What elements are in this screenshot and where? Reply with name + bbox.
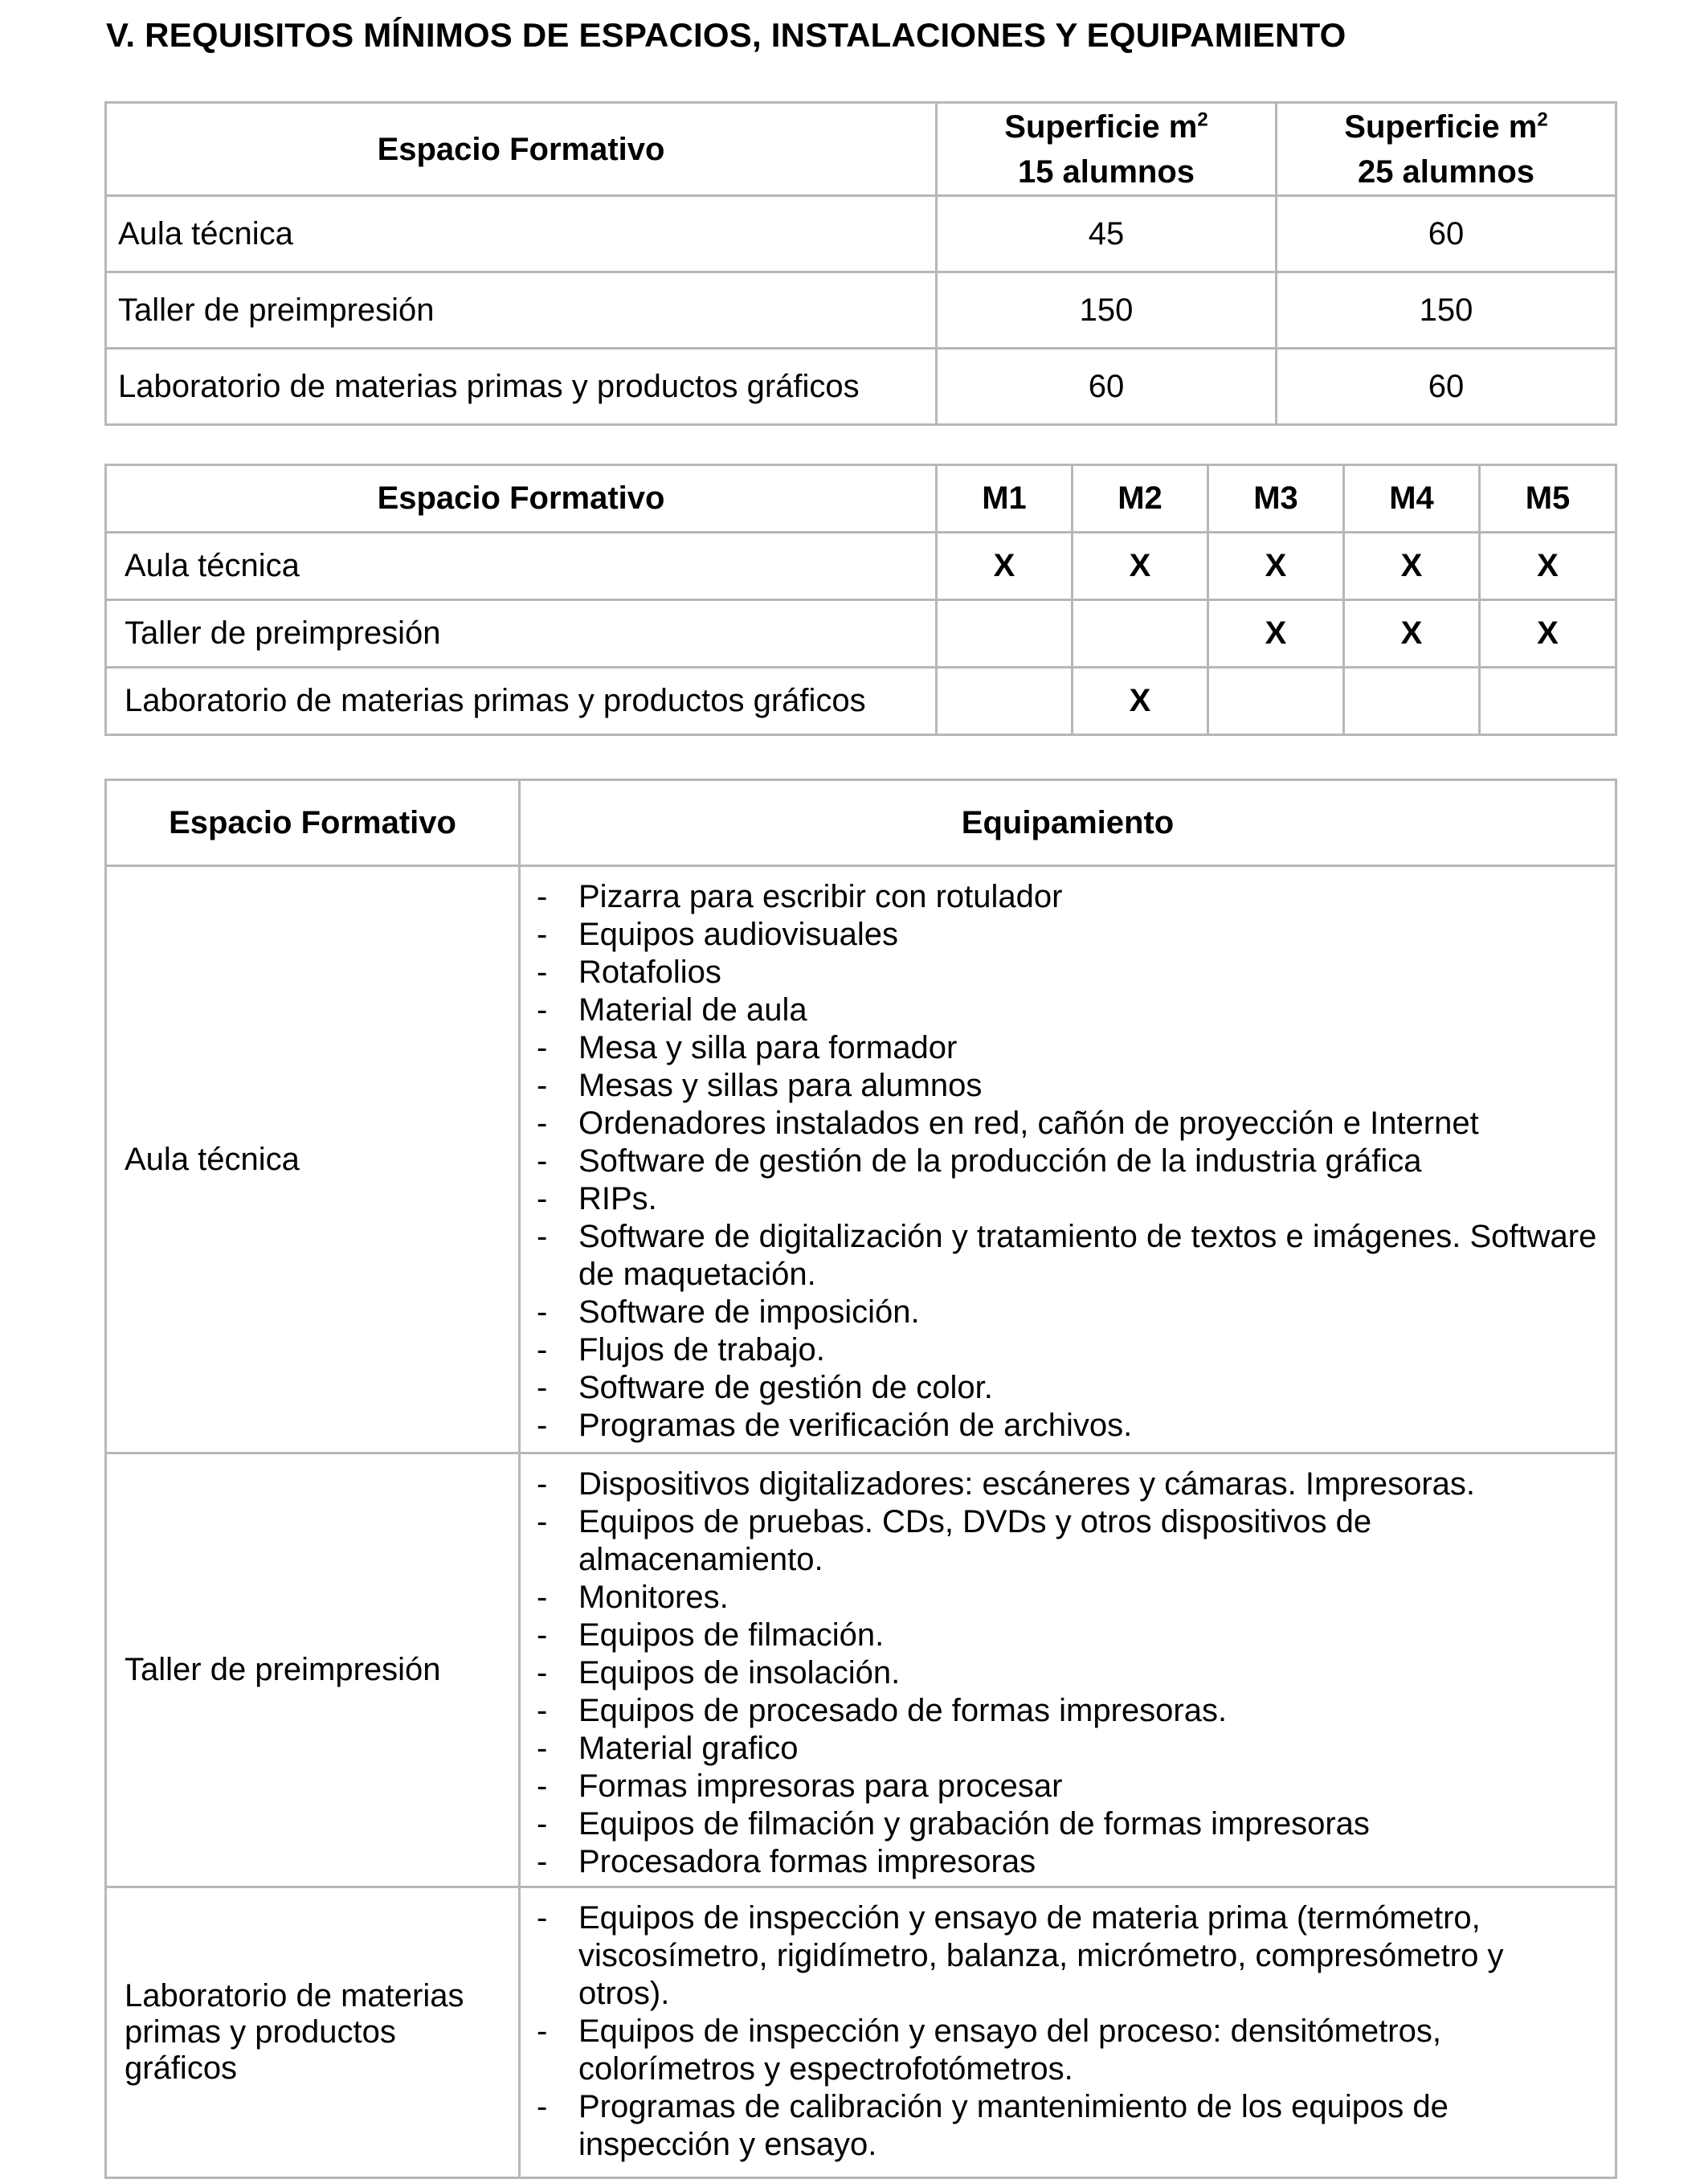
equipment-list — [535, 1899, 1599, 2164]
equipment-item: - Equipos audiovisuales — [535, 916, 1599, 954]
equipment-item: - Dispositivos digitalizadores: escáneres y cámaras. Impresoras. — [535, 1466, 1599, 1503]
table-row — [106, 272, 1616, 349]
equipment-item: - Material de aula — [535, 991, 1599, 1029]
equipment-item: - RIPs. — [535, 1180, 1599, 1218]
space-name: Aula técnica — [106, 196, 937, 272]
module-mark: X — [1344, 533, 1480, 600]
space-name: Aula técnica — [106, 866, 520, 1453]
module-mark: X — [1344, 600, 1480, 668]
surfaces-table — [104, 101, 1617, 426]
header-space: Espacio Formativo — [106, 465, 937, 533]
equipment-cell — [520, 866, 1616, 1453]
header-m1: M1 — [937, 465, 1073, 533]
module-mark — [1480, 668, 1616, 735]
module-mark: X — [1208, 600, 1344, 668]
equipment-item: - Programas de calibración y mantenimiento de los equipos de inspección y ensayo. — [535, 2088, 1599, 2164]
page-title: V. REQUISITOS MÍNIMOS DE ESPACIOS, INSTALACIONES Y EQUIPAMIENTO — [106, 16, 1346, 54]
module-mark — [937, 668, 1073, 735]
header-surface-15-students: 15 alumnos — [1017, 153, 1195, 190]
module-mark: X — [1073, 533, 1208, 600]
surface-15-value: 60 — [937, 349, 1277, 425]
header-space: Espacio Formativo — [106, 780, 520, 866]
module-mark: X — [1480, 533, 1616, 600]
equipment-table — [104, 779, 1617, 2179]
table-row — [106, 533, 1616, 600]
equipment-item: - Procesadora formas impresoras — [535, 1843, 1599, 1881]
module-mark — [1208, 668, 1344, 735]
module-mark: X — [937, 533, 1073, 600]
equipment-item: - Software de imposición. — [535, 1294, 1599, 1331]
header-surface-25-label: Superficie m — [1344, 108, 1538, 145]
equipment-item: - Monitores. — [535, 1579, 1599, 1617]
header-surface-15 — [937, 103, 1277, 196]
header-m2: M2 — [1073, 465, 1208, 533]
space-name: Aula técnica — [106, 533, 937, 600]
equipment-item: - Mesas y sillas para alumnos — [535, 1067, 1599, 1105]
table-header-row — [106, 103, 1616, 196]
table-row — [106, 1887, 1616, 2178]
header-surface-25-exponent: 2 — [1537, 108, 1548, 131]
equipment-item: - Material grafico — [535, 1730, 1599, 1768]
equipment-item: - Software de gestión de color. — [535, 1369, 1599, 1407]
table-row — [106, 196, 1616, 272]
module-mark: X — [1480, 600, 1616, 668]
module-mark — [1073, 600, 1208, 668]
header-m5: M5 — [1480, 465, 1616, 533]
modules-table — [104, 464, 1617, 736]
header-surface-25-students: 25 alumnos — [1357, 153, 1535, 190]
space-name: Taller de preimpresión — [106, 272, 937, 349]
equipment-item: - Formas impresoras para procesar — [535, 1768, 1599, 1805]
equipment-item: - Rotafolios — [535, 954, 1599, 991]
table-row — [106, 668, 1616, 735]
surface-25-value: 150 — [1277, 272, 1616, 349]
header-m3: M3 — [1208, 465, 1344, 533]
module-mark — [937, 600, 1073, 668]
table-row — [106, 1453, 1616, 1887]
space-name: Laboratorio de materias primas y productos gráficos — [106, 1887, 520, 2178]
surface-15-value: 150 — [937, 272, 1277, 349]
equipment-item: - Mesa y silla para formador — [535, 1029, 1599, 1067]
surface-15-value: 45 — [937, 196, 1277, 272]
surface-25-value: 60 — [1277, 349, 1616, 425]
space-name: Laboratorio de materias primas y productos gráficos — [106, 349, 937, 425]
header-equipment: Equipamiento — [520, 780, 1616, 866]
equipment-item: - Ordenadores instalados en red, cañón de proyección e Internet — [535, 1105, 1599, 1143]
equipment-item: - Software de gestión de la producción de la industria gráfica — [535, 1143, 1599, 1180]
table-row — [106, 866, 1616, 1453]
header-surface-15-label: Superficie m — [1004, 108, 1198, 145]
table-row — [106, 349, 1616, 425]
equipment-cell — [520, 1887, 1616, 2178]
equipment-item: - Equipos de inspección y ensayo de materia prima (termómetro, viscosímetro, rigidímetro, balanza, micrómetro, compresómetro y otros). — [535, 1899, 1599, 2013]
equipment-cell — [520, 1453, 1616, 1887]
equipment-item: - Software de digitalización y tratamiento de textos e imágenes. Software de maquetación. — [535, 1218, 1599, 1294]
header-surface-25 — [1277, 103, 1616, 196]
space-name: Taller de preimpresión — [106, 1453, 520, 1887]
module-mark: X — [1208, 533, 1344, 600]
equipment-list — [535, 1466, 1599, 1881]
equipment-item: - Programas de verificación de archivos. — [535, 1407, 1599, 1445]
equipment-item: - Flujos de trabajo. — [535, 1331, 1599, 1369]
equipment-item: - Equipos de insolación. — [535, 1654, 1599, 1692]
equipment-item: - Pizarra para escribir con rotulador — [535, 878, 1599, 916]
surface-25-value: 60 — [1277, 196, 1616, 272]
equipment-item: - Equipos de inspección y ensayo del proceso: densitómetros, colorímetros y espectrofotómetros. — [535, 2013, 1599, 2088]
header-m4: M4 — [1344, 465, 1480, 533]
table-header-row — [106, 465, 1616, 533]
table-row — [106, 600, 1616, 668]
equipment-item: - Equipos de filmación y grabación de formas impresoras — [535, 1805, 1599, 1843]
equipment-item: - Equipos de procesado de formas impresoras. — [535, 1692, 1599, 1730]
header-space: Espacio Formativo — [106, 103, 937, 196]
module-mark: X — [1073, 668, 1208, 735]
space-name: Laboratorio de materias primas y productos gráficos — [106, 668, 937, 735]
equipment-item: - Equipos de pruebas. CDs, DVDs y otros dispositivos de almacenamiento. — [535, 1503, 1599, 1579]
space-name: Taller de preimpresión — [106, 600, 937, 668]
equipment-list — [535, 878, 1599, 1445]
equipment-item: - Equipos de filmación. — [535, 1617, 1599, 1654]
module-mark — [1344, 668, 1480, 735]
header-surface-15-exponent: 2 — [1197, 108, 1208, 131]
table-header-row — [106, 780, 1616, 866]
